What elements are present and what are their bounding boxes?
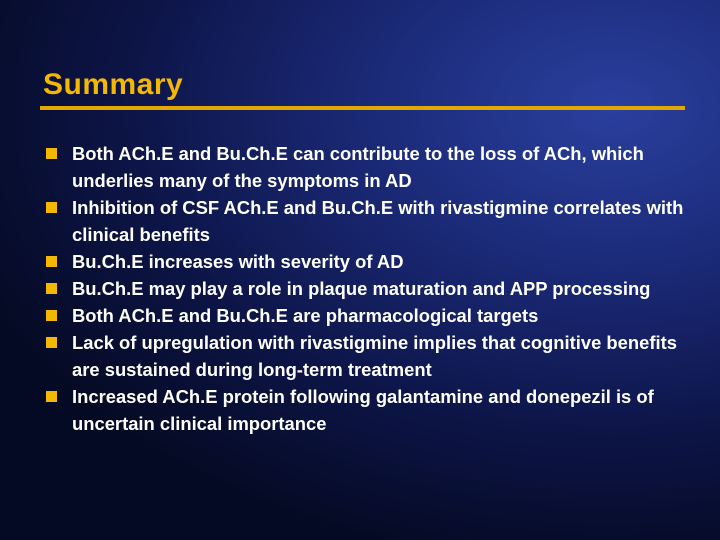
bullet-text: Both ACh.E and Bu.Ch.E are pharmacological targets [72,305,539,326]
bullet-text: Both ACh.E and Bu.Ch.E can contribute to the loss of ACh, which underlies many of the symptoms in AD [72,143,644,191]
bullet-text: Inhibition of CSF ACh.E and Bu.Ch.E with rivastigmine correlates with clinical benefits [72,197,684,245]
square-bullet-icon [46,256,57,267]
bullet-text: Lack of upregulation with rivastigmine implies that cognitive benefits are sustained during long-term treatment [72,332,677,380]
bullet-item [46,329,696,383]
square-bullet-icon [46,310,57,321]
bullet-item [46,383,696,437]
square-bullet-icon [46,202,57,213]
bullet-list [46,140,696,437]
square-bullet-icon [46,337,57,348]
bullet-item [46,194,696,248]
bullet-text: Bu.Ch.E increases with severity of AD [72,251,404,272]
bullet-text: Increased ACh.E protein following galantamine and donepezil is of uncertain clinical importance [72,386,654,434]
bullet-item [46,248,696,275]
bullet-text: Bu.Ch.E may play a role in plaque maturation and APP processing [72,278,651,299]
square-bullet-icon [46,283,57,294]
bullet-item [46,140,696,194]
square-bullet-icon [46,391,57,402]
square-bullet-icon [46,148,57,159]
slide-title: Summary [43,68,184,101]
bullet-item [46,275,696,302]
title-underline [40,106,685,110]
bullet-item [46,302,696,329]
